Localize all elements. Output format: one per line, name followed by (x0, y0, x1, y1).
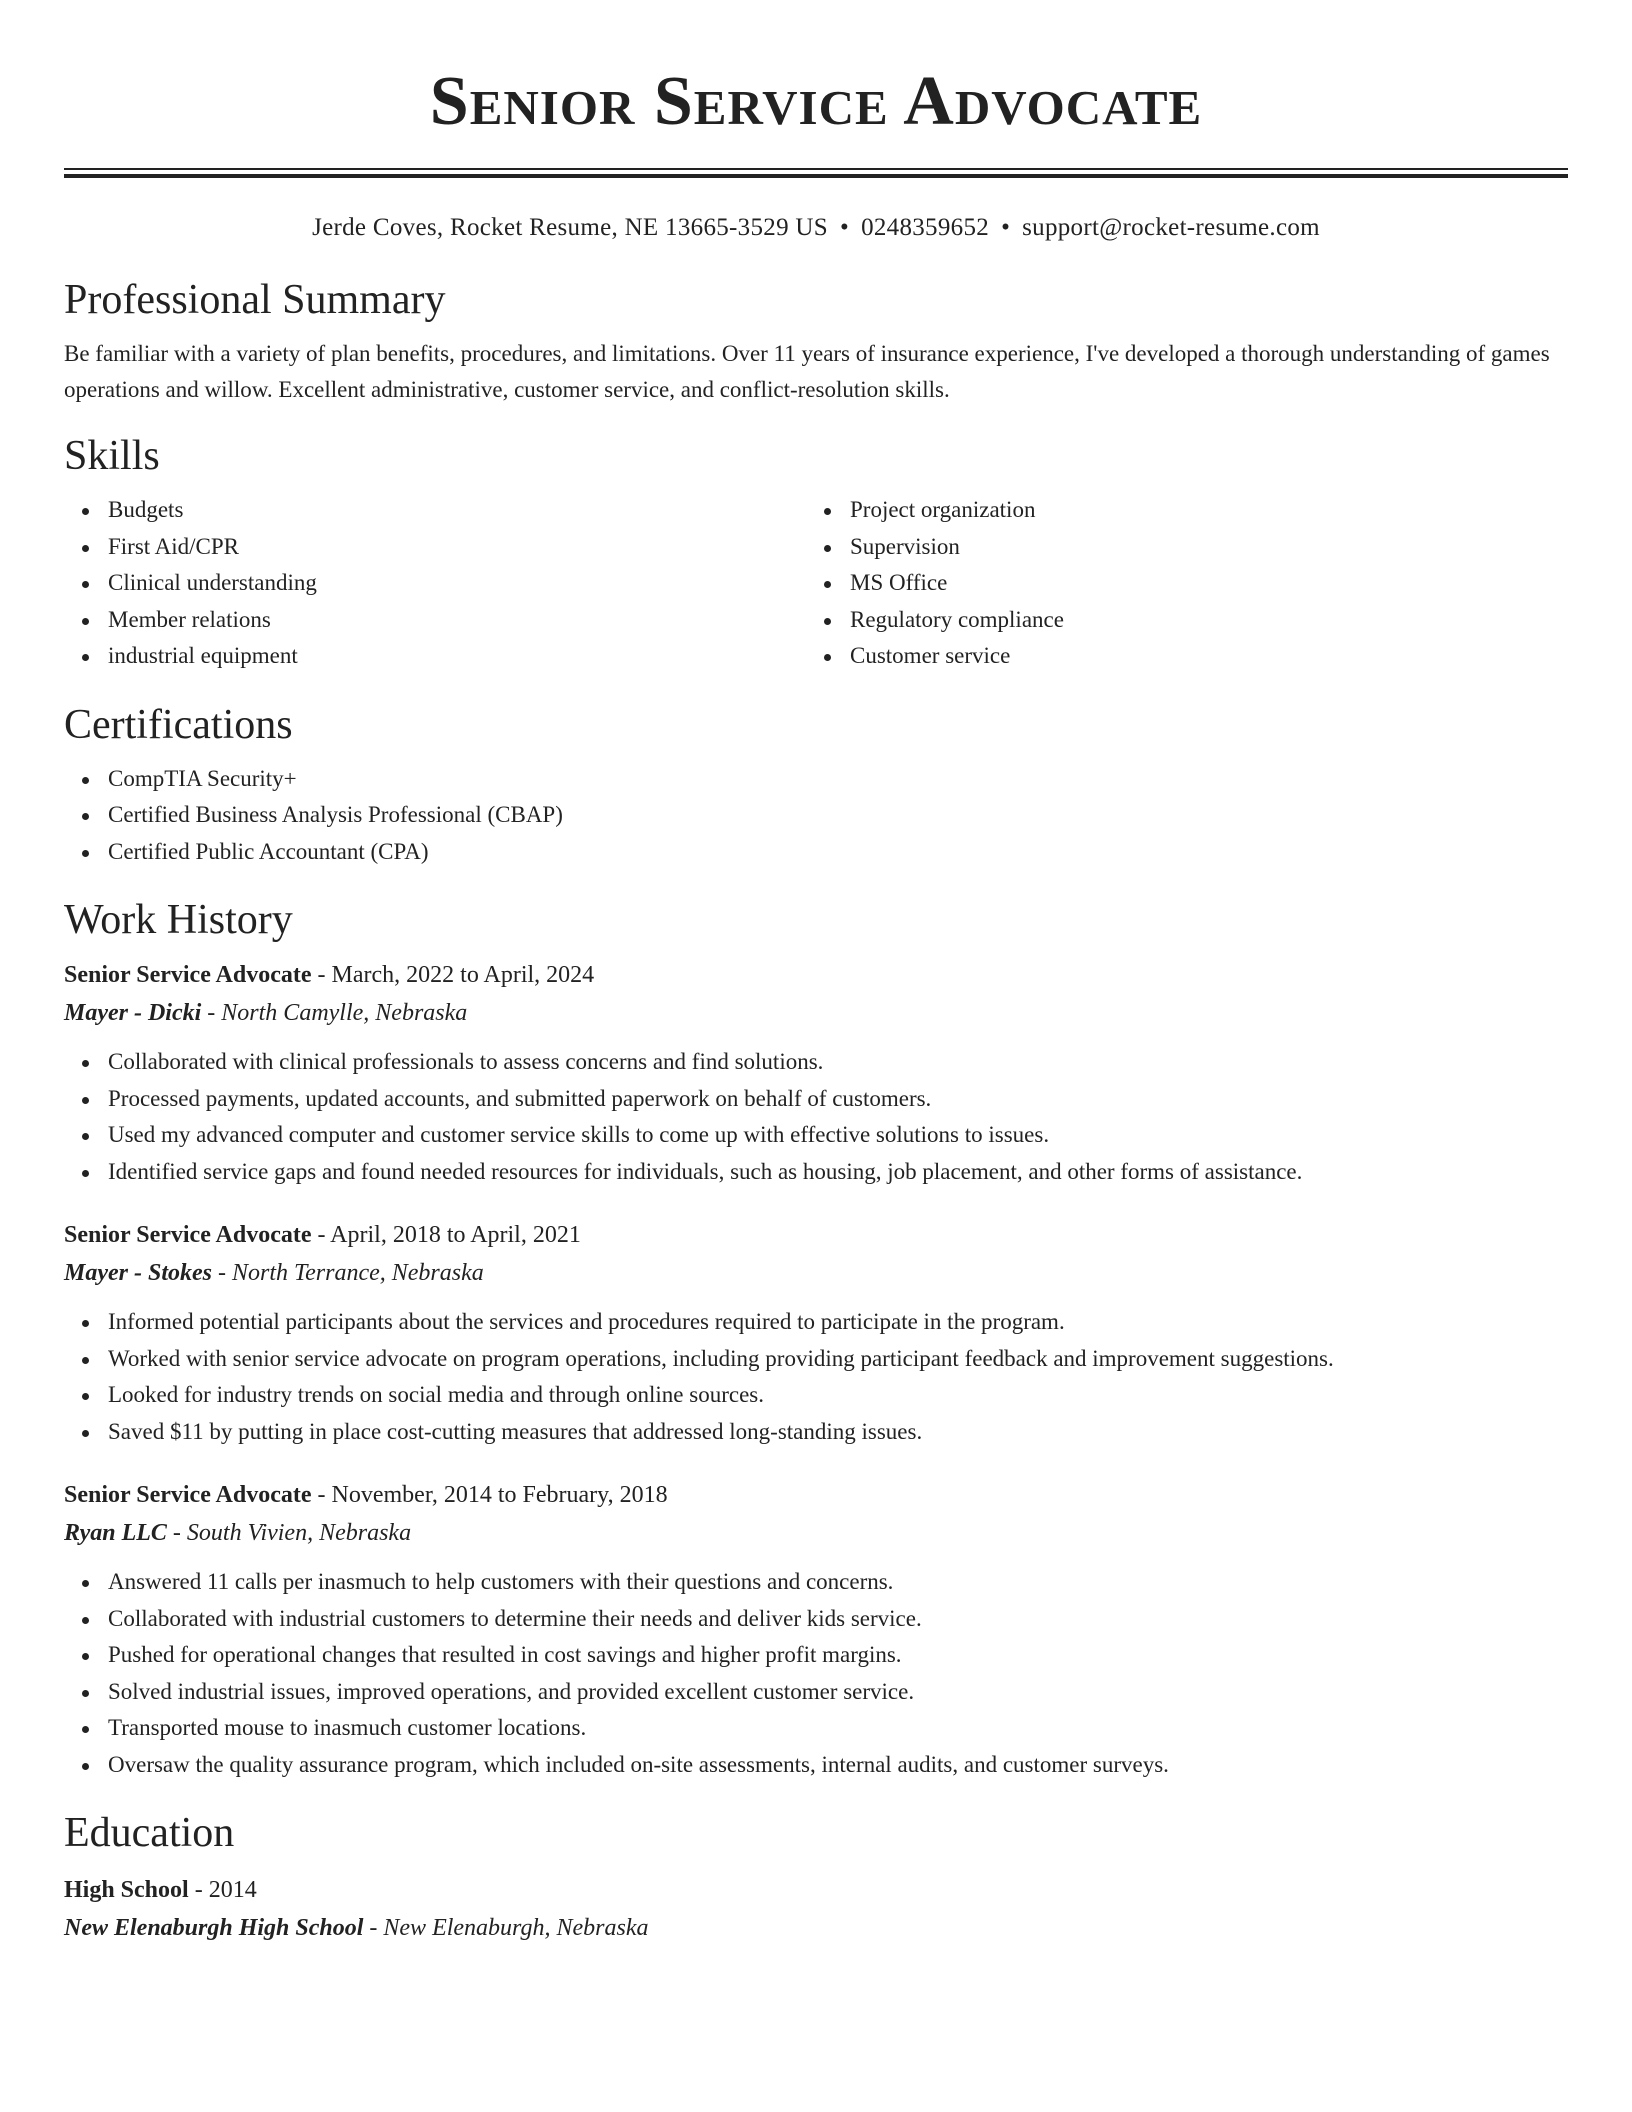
job-bullet: Collaborated with clinical professionals to assess concerns and find solutions. (64, 1044, 1568, 1081)
education-school-line (64, 1909, 1568, 1947)
job-bullet: Solved industrial issues, improved operations, and provided excellent customer service. (64, 1674, 1568, 1711)
certification-item: CompTIA Security+ (64, 761, 1568, 798)
title-double-rule (64, 168, 1568, 178)
contact-address: Jerde Coves, Rocket Resume, NE 13665-3529 US (312, 214, 828, 241)
skill-item: Project organization (806, 492, 1548, 529)
summary-heading: Professional Summary (64, 277, 446, 323)
work-history-heading: Work History (64, 897, 293, 943)
job-bullet: Pushed for operational changes that resulted in cost savings and higher profit margins. (64, 1637, 1568, 1674)
job-bullets (64, 1304, 1568, 1450)
job-location: - North Terrance, Nebraska (211, 1260, 484, 1286)
skill-item: Customer service (806, 638, 1548, 675)
summary-text: Be familiar with a variety of plan benefits, procedures, and limitations. Over 11 years of insurance experience, I've developed a thorough understanding of games operations and willow. Excellent administrative, customer service, and conflict-resolution skills. (64, 341, 1550, 402)
job-title: Senior Service Advocate (64, 1482, 312, 1508)
skill-item: industrial equipment (64, 638, 806, 675)
job-title: Senior Service Advocate (64, 1222, 312, 1248)
skill-item: Supervision (806, 529, 1548, 566)
job-title-line (64, 956, 1568, 994)
job-bullet: Saved $11 by putting in place cost-cutting measures that addressed long-standing issues. (64, 1414, 1568, 1451)
job-title-line (64, 1476, 1568, 1514)
job-bullet: Processed payments, updated accounts, and submitted paperwork on behalf of customers. (64, 1081, 1568, 1118)
job-bullet: Used my advanced computer and customer service skills to come up with effective solutions to issues. (64, 1117, 1568, 1154)
job-bullet: Collaborated with industrial customers to determine their needs and deliver kids service. (64, 1601, 1568, 1638)
job-entry (64, 956, 1568, 1190)
education-entry (64, 1871, 1568, 1947)
education-heading: Education (64, 1810, 235, 1856)
job-company: Ryan LLC (64, 1520, 167, 1546)
education-degree: High School (64, 1877, 189, 1903)
job-dates: - November, 2014 to February, 2018 (311, 1482, 668, 1508)
skill-item: Clinical understanding (64, 565, 806, 602)
job-company-line (64, 1254, 1568, 1292)
skills-list-left (64, 492, 806, 675)
skills-columns (64, 492, 1568, 675)
contact-phone: 0248359652 (861, 214, 990, 241)
job-bullet: Looked for industry trends on social media and through online sources. (64, 1377, 1568, 1414)
job-entry (64, 1216, 1568, 1450)
education-year: - 2014 (188, 1877, 257, 1903)
certification-item: Certified Business Analysis Professional (CBAP) (64, 797, 1568, 834)
job-company-line (64, 1514, 1568, 1552)
contact-line (64, 212, 1568, 244)
job-title-line (64, 1216, 1568, 1254)
skill-item: Budgets (64, 492, 806, 529)
job-bullet: Answered 11 calls per inasmuch to help customers with their questions and concerns. (64, 1564, 1568, 1601)
skill-item: Regulatory compliance (806, 602, 1548, 639)
job-company: Mayer - Dicki (64, 1000, 202, 1026)
skills-heading: Skills (64, 433, 160, 479)
skill-item: First Aid/CPR (64, 529, 806, 566)
skills-list-right (806, 492, 1548, 675)
contact-email: support@rocket-resume.com (1022, 214, 1320, 241)
skill-item: Member relations (64, 602, 806, 639)
job-title: Senior Service Advocate (64, 962, 312, 988)
job-bullet: Identified service gaps and found needed resources for individuals, such as housing, job placement, and other forms of assistance. (64, 1154, 1568, 1191)
contact-separator: • (1001, 214, 1011, 241)
job-bullet: Worked with senior service advocate on program operations, including providing participant feedback and improvement suggestions. (64, 1341, 1568, 1378)
job-company-line (64, 994, 1568, 1032)
certification-item: Certified Public Accountant (CPA) (64, 834, 1568, 871)
job-location: - North Camylle, Nebraska (201, 1000, 468, 1026)
education-degree-line (64, 1871, 1568, 1909)
certifications-heading: Certifications (64, 701, 293, 748)
education-location: - New Elenaburgh, Nebraska (363, 1915, 649, 1941)
education-school: New Elenaburgh High School (64, 1915, 364, 1941)
job-entry (64, 1476, 1568, 1783)
job-bullet: Informed potential participants about the services and procedures required to participate in the program. (64, 1304, 1568, 1341)
contact-separator: • (840, 214, 850, 241)
job-location: - South Vivien, Nebraska (166, 1520, 412, 1546)
job-dates: - April, 2018 to April, 2021 (311, 1222, 581, 1248)
job-bullet: Transported mouse to inasmuch customer locations. (64, 1710, 1568, 1747)
job-dates: - March, 2022 to April, 2024 (311, 962, 595, 988)
job-bullets (64, 1044, 1568, 1190)
job-bullet: Oversaw the quality assurance program, which included on-site assessments, internal audits, and customer surveys. (64, 1747, 1568, 1784)
job-bullets (64, 1564, 1568, 1783)
skill-item: MS Office (806, 565, 1548, 602)
job-company: Mayer - Stokes (64, 1260, 212, 1286)
certifications-list (64, 761, 1568, 871)
resume-title: Senior Service Advocate (429, 63, 1203, 140)
